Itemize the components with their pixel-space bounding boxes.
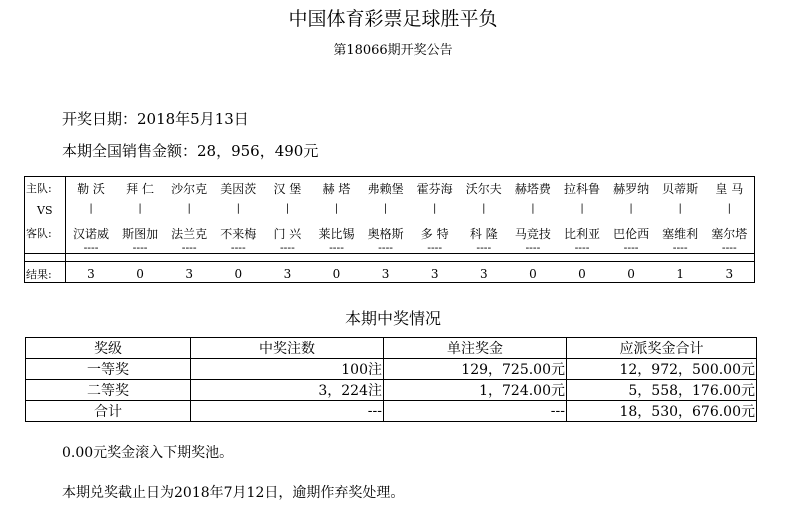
match-result: 0 bbox=[332, 267, 341, 281]
vs-separator: | bbox=[334, 203, 339, 214]
home-team: 贝蒂斯 bbox=[662, 182, 699, 196]
dash-separator: ---- bbox=[329, 241, 344, 254]
match-table-divider bbox=[65, 177, 66, 282]
dash-separator: ---- bbox=[83, 241, 99, 254]
match-result: 0 bbox=[529, 267, 537, 281]
result-label: 结果: bbox=[26, 268, 52, 281]
home-team: 弗赖堡 bbox=[367, 182, 404, 196]
dash-separator: ---- bbox=[181, 241, 197, 254]
dash-separator: ---- bbox=[230, 241, 246, 254]
away-team: 塞尔塔 bbox=[711, 227, 748, 241]
home-team: 拜 仁 bbox=[126, 182, 154, 196]
dash-separator: ---- bbox=[427, 241, 443, 254]
vs-separator: | bbox=[433, 203, 437, 214]
total-prize: 5，558，176.00元 bbox=[567, 380, 757, 401]
away-team: 多 特 bbox=[420, 227, 449, 241]
vs-separator: | bbox=[285, 203, 290, 214]
total-prize: 12，972，500.00元 bbox=[567, 359, 757, 380]
match-result: 3 bbox=[283, 267, 292, 281]
vs-separator: | bbox=[187, 203, 191, 214]
dash-separator: ---- bbox=[672, 241, 688, 254]
away-team: 马竞技 bbox=[514, 227, 551, 241]
table-row bbox=[26, 359, 757, 380]
table-row bbox=[26, 401, 757, 422]
prize-section-title: 本期中奖情况 bbox=[344, 309, 441, 328]
winning-count: 3，224注 bbox=[191, 380, 384, 401]
sales-amount: 本期全国销售金额：28，956，490元 bbox=[62, 142, 319, 160]
home-team: 赫 塔 bbox=[322, 182, 351, 196]
vs-label: VS bbox=[37, 204, 53, 217]
away-team: 巴伦西 bbox=[613, 227, 650, 241]
issue-subtitle: 第18066期开奖公告 bbox=[333, 43, 453, 58]
match-result: 3 bbox=[185, 267, 193, 281]
home-team: 赫罗纳 bbox=[613, 182, 650, 196]
away-label: 客队: bbox=[26, 227, 52, 240]
away-team: 不来梅 bbox=[220, 227, 257, 241]
match-result: 0 bbox=[627, 267, 635, 281]
away-team: 汉诺威 bbox=[72, 227, 109, 241]
prize-level: 二等奖 bbox=[26, 380, 191, 401]
away-team: 奥格斯 bbox=[367, 227, 404, 241]
away-team: 比利亚 bbox=[563, 227, 600, 241]
home-team: 赫塔费 bbox=[514, 182, 551, 196]
home-team: 美因茨 bbox=[220, 182, 257, 196]
home-team: 勒 沃 bbox=[77, 182, 105, 196]
unit-prize: --- bbox=[384, 401, 567, 422]
away-team: 斯图加 bbox=[122, 227, 159, 241]
vs-separator: | bbox=[482, 203, 486, 214]
match-result: 3 bbox=[430, 267, 439, 281]
away-team: 门 兴 bbox=[273, 227, 302, 241]
rollover-note: 0.00元奖金滚入下期奖池。 bbox=[62, 445, 234, 461]
home-team: 沃尔夫 bbox=[465, 182, 502, 196]
vs-separator: | bbox=[580, 203, 584, 214]
vs-separator: | bbox=[138, 203, 142, 214]
away-team: 莱比锡 bbox=[318, 227, 355, 241]
vs-separator: | bbox=[383, 203, 388, 214]
dash-separator: ---- bbox=[378, 241, 394, 254]
home-team: 汉 堡 bbox=[273, 182, 302, 196]
vs-separator: | bbox=[678, 203, 682, 214]
match-result: 0 bbox=[578, 267, 586, 281]
total-prize: 18，530，676.00元 bbox=[567, 401, 757, 422]
match-result: 3 bbox=[87, 267, 95, 281]
prize-table bbox=[25, 337, 757, 422]
dash-separator: ---- bbox=[525, 241, 541, 254]
away-team: 法兰克 bbox=[171, 227, 208, 241]
vs-separator: | bbox=[629, 203, 633, 214]
vs-separator: | bbox=[531, 203, 535, 214]
unit-prize: 1，724.00元 bbox=[384, 380, 567, 401]
match-table-divider bbox=[25, 261, 754, 262]
unit-prize: 129，725.00元 bbox=[384, 359, 567, 380]
match-result: 3 bbox=[479, 267, 488, 281]
deadline-note: 本期兑奖截止日为2018年7月12日，逾期作弃奖处理。 bbox=[62, 485, 405, 501]
match-result: 3 bbox=[381, 267, 390, 281]
header-cell: 应派奖金合计 bbox=[567, 338, 757, 359]
dash-separator: ---- bbox=[279, 241, 295, 254]
vs-separator: | bbox=[727, 203, 731, 214]
page-title: 中国体育彩票足球胜平负 bbox=[288, 8, 498, 30]
dash-separator: ---- bbox=[623, 241, 639, 254]
away-team: 科 隆 bbox=[469, 227, 498, 241]
match-result: 0 bbox=[136, 267, 144, 281]
match-result: 3 bbox=[725, 267, 734, 281]
prize-level: 合计 bbox=[26, 401, 191, 422]
home-team: 沙尔克 bbox=[171, 182, 208, 196]
match-result: 0 bbox=[234, 267, 243, 281]
header-cell: 中奖注数 bbox=[191, 338, 384, 359]
prize-header-row bbox=[26, 338, 757, 359]
header-cell: 单注奖金 bbox=[384, 338, 567, 359]
winning-count: --- bbox=[191, 401, 384, 422]
vs-separator: | bbox=[89, 203, 93, 214]
match-table bbox=[24, 176, 755, 283]
home-team: 霍芬海 bbox=[416, 182, 453, 196]
home-team: 拉科鲁 bbox=[563, 182, 600, 196]
away-team: 塞维利 bbox=[662, 227, 699, 241]
winning-count: 100注 bbox=[191, 359, 384, 380]
vs-separator: | bbox=[236, 203, 240, 214]
match-result: 1 bbox=[676, 267, 684, 281]
dash-separator: ---- bbox=[476, 241, 492, 254]
dash-separator: ---- bbox=[721, 241, 737, 254]
draw-date: 开奖日期：2018年5月13日 bbox=[62, 110, 249, 128]
header-cell: 奖级 bbox=[26, 338, 191, 359]
dash-separator: ---- bbox=[574, 241, 590, 254]
home-label: 主队: bbox=[26, 182, 52, 195]
dash-separator: ---- bbox=[132, 241, 148, 254]
table-row bbox=[26, 380, 757, 401]
home-team: 皇 马 bbox=[715, 182, 744, 196]
prize-level: 一等奖 bbox=[26, 359, 191, 380]
